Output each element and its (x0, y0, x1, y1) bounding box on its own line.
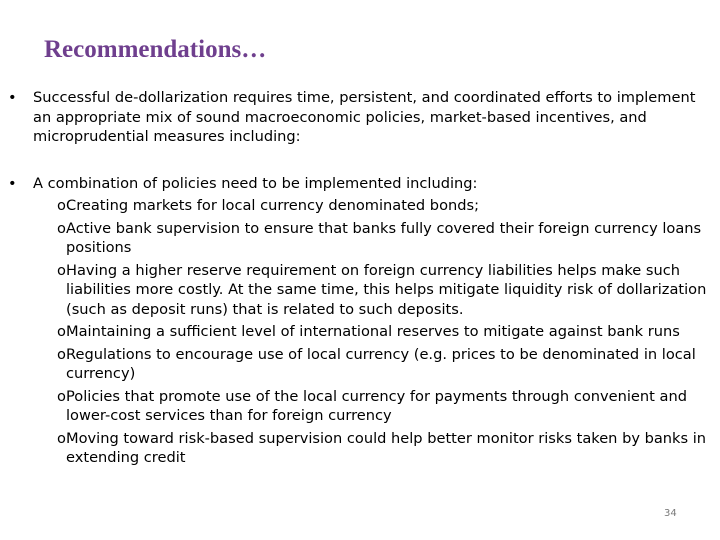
sub-bullet-item (8, 429, 716, 468)
sub-bullet-text: Having a higher reserve requirement on foreign currency liabilities helps make such liabilities more costly. At the same time, this helps mitigate liquidity risk of dollarization (such as deposit runs) that is related to such deposits. (66, 261, 707, 318)
sub-bullet-item (8, 387, 716, 426)
slide-title: Recommendations… (44, 36, 267, 63)
bullet-marker: • (8, 89, 17, 106)
sub-bullet-item (8, 322, 716, 342)
bullet-text: Successful de-dollarization requires time, persistent, and coordinated efforts to implement an appropriate mix of sound macroeconomic policies, market-based incentives, and microprudential measures including: (33, 89, 696, 145)
sub-bullet-text: Policies that promote use of the local currency for payments through convenient and lower-cost services than for foreign currency (66, 387, 687, 424)
sub-bullet-item (8, 196, 716, 216)
page-number: 34 (664, 508, 677, 519)
bullet-item (8, 174, 703, 194)
sub-bullet-item (8, 261, 716, 320)
sub-bullet-list (8, 196, 716, 471)
sub-bullet-marker: o (57, 219, 66, 237)
sub-bullet-item (8, 345, 716, 384)
bullet-marker: • (8, 175, 17, 192)
sub-bullet-text: Creating markets for local currency denominated bonds; (66, 197, 480, 214)
sub-bullet-marker: o (57, 197, 66, 214)
sub-bullet-marker: o (57, 345, 66, 363)
sub-bullet-text: Active bank supervision to ensure that banks fully covered their foreign currency loans positions (66, 219, 702, 256)
sub-bullet-marker: o (57, 387, 66, 405)
sub-bullet-text: Moving toward risk-based supervision could help better monitor risks taken by banks in extending credit (66, 429, 707, 466)
sub-bullet-item (8, 219, 716, 258)
bullet-item (8, 88, 703, 147)
sub-bullet-text: Maintaining a sufficient level of international reserves to mitigate against bank runs (66, 323, 680, 340)
sub-bullet-marker: o (57, 429, 66, 447)
sub-bullet-marker: o (57, 323, 66, 340)
bullet-text: A combination of policies need to be implemented including: (33, 175, 478, 192)
sub-bullet-marker: o (57, 261, 66, 279)
sub-bullet-text: Regulations to encourage use of local currency (e.g. prices to be denominated in local currency) (66, 345, 696, 382)
